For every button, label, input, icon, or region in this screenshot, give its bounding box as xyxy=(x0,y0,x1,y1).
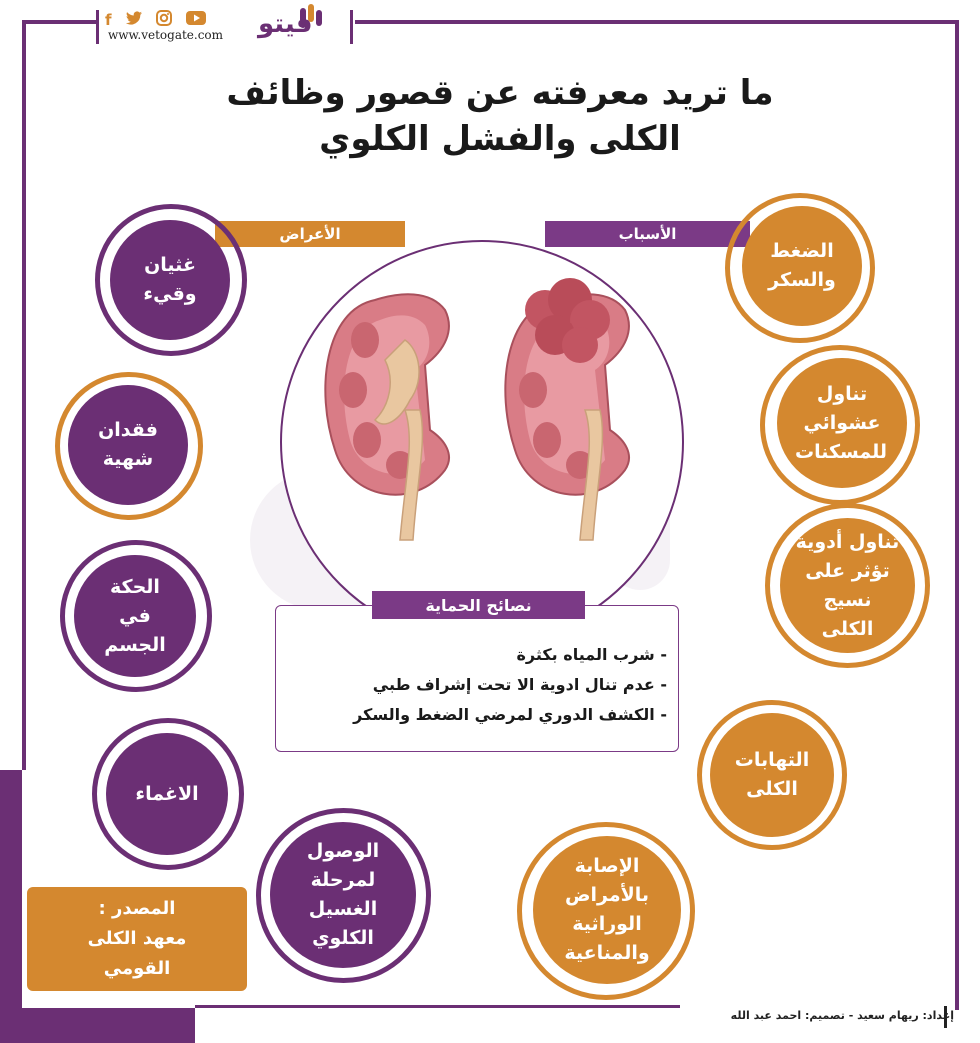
source-box xyxy=(27,887,247,991)
causes-banner: الأسباب xyxy=(545,221,750,247)
symptom-loss-of-appetite xyxy=(68,385,188,505)
bottom-accent-block xyxy=(0,1008,195,1043)
healthy-kidney-icon xyxy=(325,294,449,540)
facebook-icon[interactable]: f xyxy=(105,11,112,29)
source-label: المصدر : xyxy=(98,898,176,919)
symptom-fainting xyxy=(106,733,228,855)
site-url[interactable]: www.vetogate.com xyxy=(108,28,224,42)
title-line-2: الكلى والفشل الكلوي xyxy=(319,119,681,159)
cause-label: التهابات الكلى xyxy=(734,749,810,800)
cause-inflammation xyxy=(710,713,834,837)
symptom-nausea xyxy=(110,220,230,340)
cause-genetic-immune xyxy=(533,836,681,984)
tip-item: - الكشف الدوري لمرضي الضغط والسكر xyxy=(353,705,667,724)
frame-top-left-line xyxy=(22,20,97,24)
cause-label: الإصابة بالأمراض الوراثية والمناعية xyxy=(564,855,650,964)
header-separator-right xyxy=(350,10,353,44)
header-separator xyxy=(96,10,99,44)
twitter-icon[interactable] xyxy=(126,11,142,29)
symptom-label: الوصول لمرحلة الغسيل الكلوي xyxy=(306,840,380,949)
symptom-label: فقدان شهية xyxy=(98,419,158,470)
cause-label: الضغط والسكر xyxy=(768,240,836,291)
cause-painkillers xyxy=(777,358,907,488)
symptom-label: الحكة في الجسم xyxy=(104,575,166,656)
instagram-icon[interactable] xyxy=(156,10,172,30)
cause-pressure-sugar xyxy=(742,206,862,326)
symptom-label: غثيان وقيء xyxy=(143,254,197,305)
symptom-label: الاغماء xyxy=(135,782,199,805)
diseased-kidney-icon xyxy=(505,278,629,540)
symptom-itching xyxy=(74,555,196,677)
frame-right-line xyxy=(955,20,959,1010)
svg-text:فيتو: فيتو xyxy=(258,9,313,39)
site-logo[interactable] xyxy=(252,4,344,40)
source-value: معهد الكلى القومي xyxy=(87,928,187,979)
page-title xyxy=(150,70,850,162)
bottom-line xyxy=(195,1005,680,1008)
left-accent-bar xyxy=(0,770,22,1043)
frame-left-line xyxy=(22,20,26,770)
design-credit: إعداد: ريهام سعيد - تصميم: احمد عبد الله xyxy=(730,1009,954,1022)
cause-medications xyxy=(780,518,915,653)
cause-label: تناول عشوائي للمسكنات xyxy=(795,382,887,463)
youtube-icon[interactable] xyxy=(186,11,206,29)
cause-label: تناول أدوية تؤثر على نسيج الكلى xyxy=(795,530,900,640)
frame-top-line xyxy=(355,20,955,24)
symptoms-banner: الأعراض xyxy=(215,221,405,247)
protection-tips-title: نصائح الحماية xyxy=(372,591,585,619)
tip-item: - شرب المياه بكثرة xyxy=(516,645,667,664)
kidney-illustration xyxy=(305,270,655,550)
symptom-dialysis xyxy=(270,822,416,968)
title-line-1: ما تريد معرفته عن قصور وظائف xyxy=(226,73,774,113)
tip-item: - عدم تنال ادوية الا تحت إشراف طبي xyxy=(372,675,667,694)
protection-tips-list xyxy=(285,640,667,730)
